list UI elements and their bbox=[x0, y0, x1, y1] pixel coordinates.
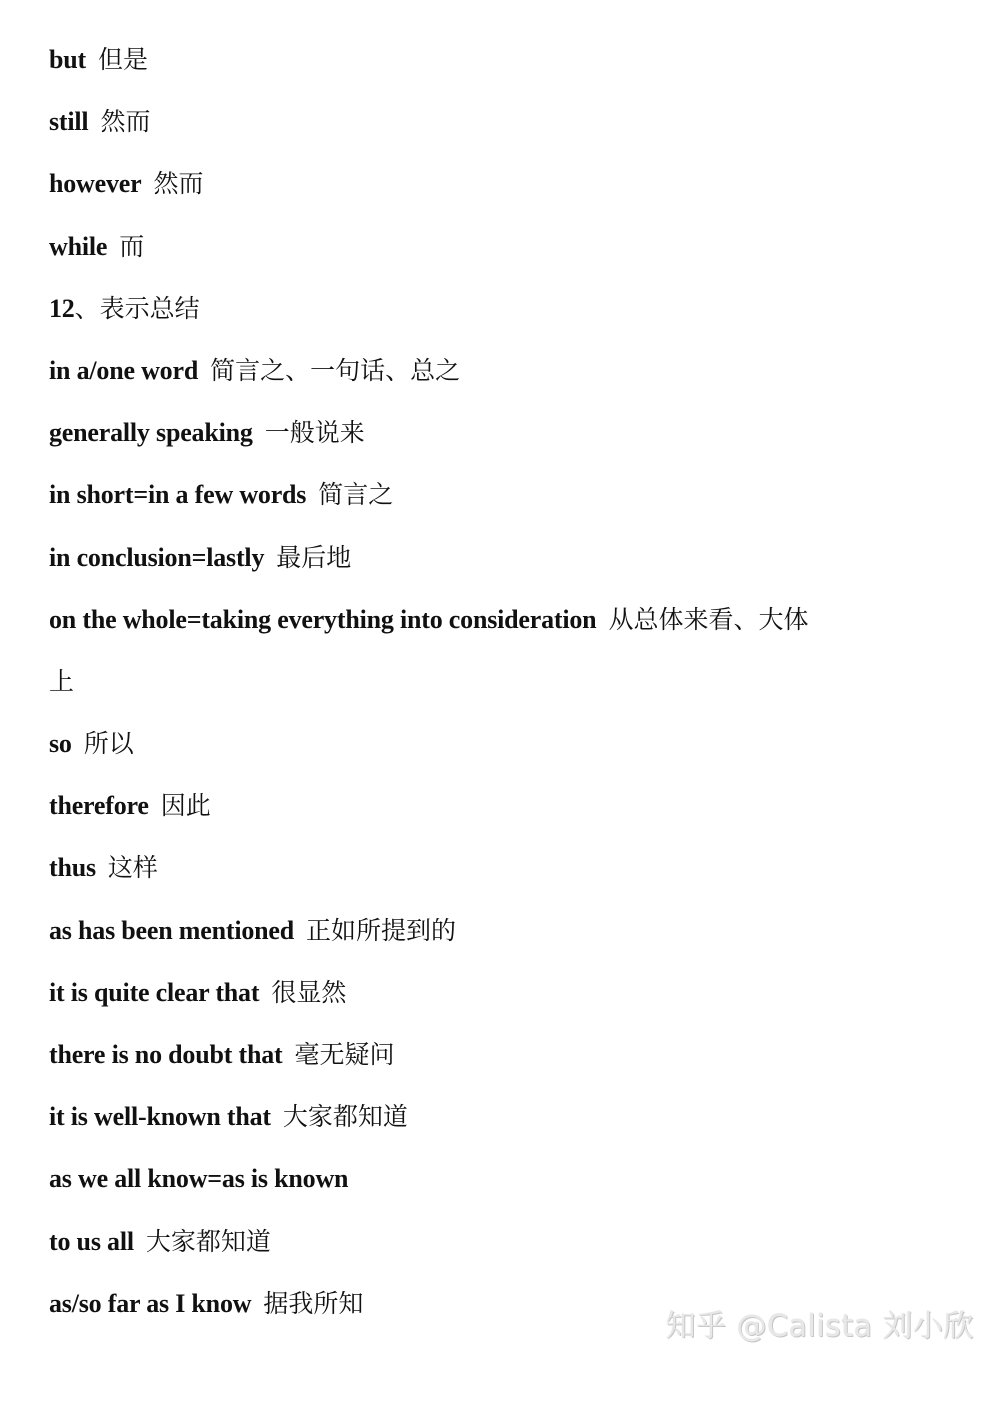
english-phrase: on the whole=taking everything into consideration bbox=[49, 604, 597, 634]
english-phrase: as/so far as I know bbox=[49, 1288, 252, 1318]
chinese-meaning: 大家都知道 bbox=[145, 1226, 271, 1256]
english-phrase: as we all know=as is known bbox=[49, 1164, 349, 1194]
phrase-line bbox=[49, 848, 949, 910]
phrase-line bbox=[49, 538, 949, 600]
chinese-meaning: 简言之 bbox=[318, 480, 394, 510]
english-phrase: it is well-known that bbox=[49, 1102, 271, 1132]
watermark: 知乎 @Calista 刘小欣 bbox=[665, 1309, 974, 1344]
english-phrase: as has been mentioned bbox=[49, 915, 294, 945]
section-title: 、表示总结 bbox=[74, 293, 200, 323]
phrase-line bbox=[49, 786, 949, 848]
chinese-meaning: 正如所提到的 bbox=[306, 915, 457, 945]
chinese-meaning: 最后地 bbox=[276, 542, 352, 572]
english-phrase: to us all bbox=[49, 1226, 134, 1256]
phrase-line bbox=[49, 475, 949, 537]
phrase-line bbox=[49, 1097, 949, 1159]
chinese-meaning: 然而 bbox=[100, 107, 151, 137]
chinese-meaning: 很显然 bbox=[271, 977, 347, 1007]
phrase-line bbox=[49, 164, 949, 226]
english-phrase: therefore bbox=[49, 791, 149, 821]
chinese-meaning: 但是 bbox=[97, 45, 148, 74]
chinese-meaning: 然而 bbox=[153, 169, 204, 199]
chinese-meaning: 而 bbox=[119, 231, 145, 261]
phrase-line bbox=[49, 102, 949, 164]
english-phrase: still bbox=[49, 107, 89, 137]
chinese-meaning: 所以 bbox=[83, 729, 134, 759]
phrase-line bbox=[49, 724, 949, 786]
english-phrase: it is quite clear that bbox=[49, 977, 260, 1007]
english-phrase: there is no doubt that bbox=[49, 1040, 283, 1069]
chinese-meaning: 简言之、一句话、总之 bbox=[210, 355, 461, 385]
english-phrase: thus bbox=[49, 853, 96, 883]
english-phrase: however bbox=[49, 169, 142, 199]
phrase-line bbox=[49, 351, 949, 413]
english-phrase: in short=in a few words bbox=[49, 480, 307, 510]
phrase-line bbox=[49, 227, 949, 289]
english-phrase: in a/one word bbox=[49, 355, 199, 385]
phrase-line bbox=[49, 1159, 949, 1221]
phrase-line bbox=[49, 40, 949, 102]
phrase-line bbox=[49, 1035, 949, 1097]
chinese-meaning: 从总体来看、大体 bbox=[608, 604, 809, 634]
english-phrase: while bbox=[49, 231, 108, 261]
english-phrase: generally speaking bbox=[49, 418, 253, 448]
phrase-line bbox=[49, 1222, 949, 1284]
english-phrase: but bbox=[49, 45, 86, 74]
chinese-meaning: 因此 bbox=[160, 791, 211, 821]
chinese-meaning: 毫无疑问 bbox=[294, 1040, 395, 1069]
chinese-meaning: 一般说来 bbox=[264, 418, 365, 448]
chinese-meaning: 据我所知 bbox=[263, 1288, 364, 1318]
phrase-line bbox=[49, 600, 949, 662]
chinese-meaning: 大家都知道 bbox=[282, 1102, 408, 1132]
section-number: 12 bbox=[49, 293, 75, 323]
section-heading bbox=[49, 289, 949, 351]
phrase-line bbox=[49, 413, 949, 475]
chinese-meaning: 上 bbox=[49, 666, 75, 696]
phrase-list bbox=[49, 40, 949, 1346]
phrase-line bbox=[49, 911, 949, 973]
phrase-line-continuation bbox=[49, 662, 949, 724]
english-phrase: so bbox=[49, 729, 72, 759]
chinese-meaning: 这样 bbox=[107, 853, 158, 883]
phrase-line bbox=[49, 973, 949, 1035]
english-phrase: in conclusion=lastly bbox=[49, 542, 265, 572]
